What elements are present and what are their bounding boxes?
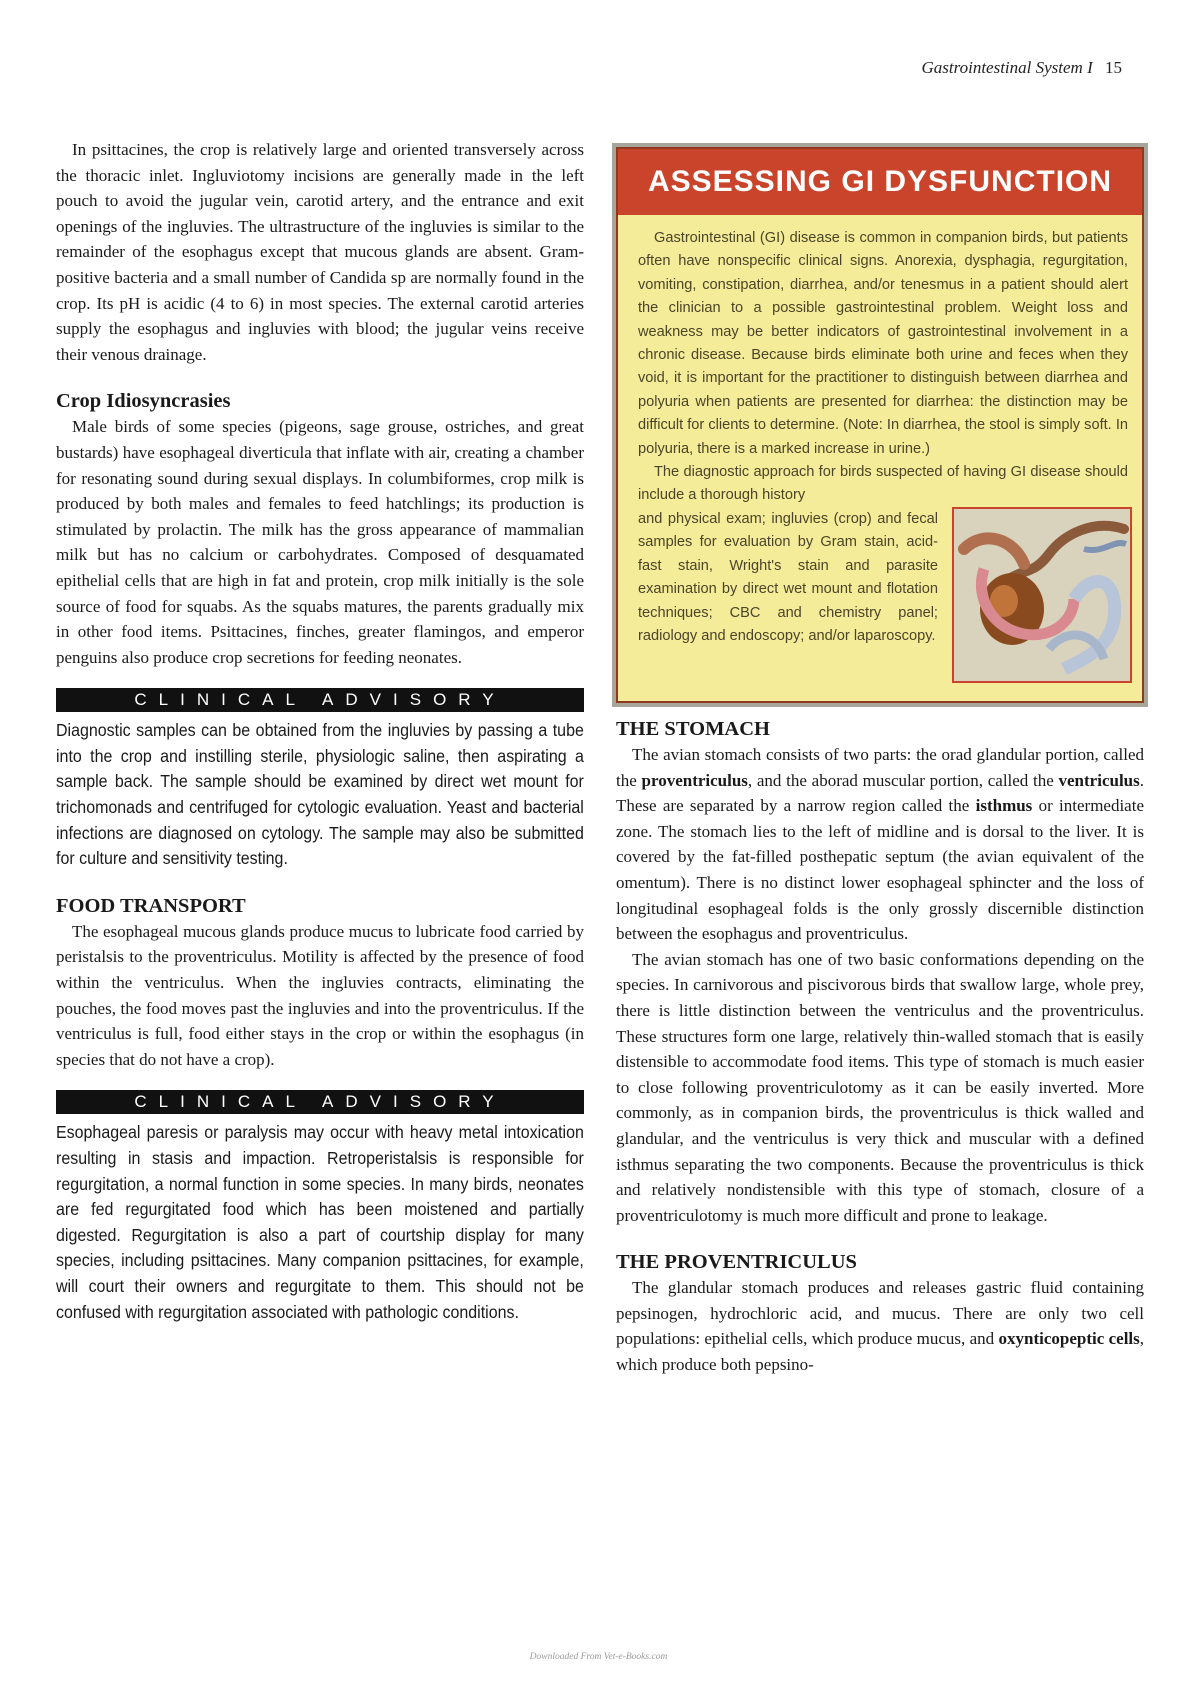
crop-paragraph: Male birds of some species (pigeons, sage grouse, ostriches, and great bustards) have esophageal diverticula that inflate with air, creating a chamber for resonating sound during sexual displays. In columbiformes, crop milk is produced by both males and females to feed hatchlings; its production is stimulated by prolactin. The milk has the gross appearance of mammalian milk but has no calcium or carbohydrates. Composed of desquamated epithelial cells that are high in fat and protein, crop milk initially is the sole source of food for squabs. As the squabs matures, the parents gradually mix in other food items. Psittacines, finches, greater flamingos, and emperor penguins also produce crop secretions for feeding neonates. bbox=[56, 417, 584, 667]
proventriculus-heading: THE PROVENTRICULUS bbox=[616, 1251, 857, 1274]
clinical-advisory-label: CLINICAL ADVISORY bbox=[56, 1090, 584, 1114]
gi-tract-illustration bbox=[952, 507, 1132, 683]
crop-heading: Crop Idiosyncrasies bbox=[56, 390, 231, 413]
running-head-title: Gastrointestinal System I bbox=[921, 58, 1093, 77]
food-transport-heading: FOOD TRANSPORT bbox=[56, 894, 246, 917]
proventriculus-paragraph: The glandular stomach produces and releases gastric fluid containing pepsinogen, hydrochloric acid, and mucus. There are only two cell populations: epithelial cells, which produce mucus, and oxynticopeptic cells, which produce both pepsino- bbox=[616, 1278, 1145, 1375]
stomach-paragraph: The avian stomach has one of two basic conformations depending on the species. In carnivorous and piscivorous birds that swallow large, whole prey, there is little distinction between the ventriculus and the proventriculus. These structures form one large, relatively thin-walled stomach that is easily distensible to accommodate food items. This type of stomach is much easier to close following proventriculotomy as it can be easily inverted. More commonly, as in companion birds, the proventriculus is thick walled and glandular, and the ventriculus is very thick and muscular with a defined isthmus separating the two components. Because the proventriculus is thick and relatively nondistensible with this type of stomach, closure of a proventriculotomy is much more difficult and prone to leakage. bbox=[616, 949, 1144, 1225]
sidebar-paragraph: Gastrointestinal (GI) disease is common in companion birds, but patients often have nonspecific clinical signs. Anorexia, dysphagia, regurgitation, vomiting, constipation, diarrhea, and/or tenesmus in a patient should alert the clinician to a possible gastrointestinal problem. Weight loss and weakness may be better indicators of gastrointestinal involvement in a chronic disease. Because birds eliminate both urine and feces when they void, it is important for the practitioner to distinguish between diarrhea and polyuria when patients are presented for diarrhea: the distinction may be difficult for clients to determine. (Note: In diarrhea, the stool is simply soft. In polyuria, there is a marked increase in urine.) bbox=[638, 230, 1128, 457]
left-column bbox=[56, 137, 584, 1325]
food-transport-paragraph: The esophageal mucous glands produce mucus to lubricate food carried by peristalsis to the proventriculus. Motility is affected by the presence of food within the ventriculus. When the ingluvies contracts, eliminating the pouches, the food moves past the ingluvies and into the proventriculus. If the ventriculus is full, food either stays in the crop or within the esophagus (in species that do not have a crop). bbox=[56, 921, 584, 1069]
bold-term: ventriculus bbox=[1058, 770, 1140, 790]
clinical-advisory-text: Diagnostic samples can be obtained from the ingluvies by passing a tube into the crop and instilling sterile, physiologic saline, then aspirating a sample back. The sample should be examined by direct wet mount for trichomonads and centrifuged for cytologic evaluation. Yeast and bacterial infections are diagnosed on cytology. The sample may also be submitted for culture and sensitivity testing. bbox=[56, 720, 584, 869]
sidebar-paragraph: The diagnostic approach for birds suspected of having GI disease should include a thorough history bbox=[638, 464, 1128, 504]
running-head bbox=[922, 58, 1123, 78]
clinical-advisory-label: CLINICAL ADVISORY bbox=[56, 688, 584, 712]
sidebar-paragraph: and physical exam; ingluvies (crop) and fecal samples for evaluation by Gram stain, acid-fast stain, Wright's stain and parasite examination by direct wet mount and flotation techniques; CBC and chemistry panel; radiology and endoscopy; and/or laparoscopy. bbox=[638, 510, 938, 644]
stomach-paragraph: The avian stomach consists of two parts: the orad glandular portion, called the proventriculus, and the aborad muscular portion, called the ventriculus. These are separated by a narrow region called the isthmus or intermediate zone. The stomach lies to the left of midline and is dorsal to the liver. It is covered by the fat-filled posthepatic septum (the avian equivalent of the omentum). There is no distinct lower esophageal sphincter and the loss of longitudinal esophageal folds is the only grossly discernible distinction between the esophagus and proventriculus. bbox=[616, 745, 1144, 944]
bold-term: oxynticopeptic cells bbox=[998, 1329, 1140, 1349]
stomach-heading: THE STOMACH bbox=[616, 718, 770, 740]
page-number: 15 bbox=[1105, 58, 1122, 77]
right-column bbox=[616, 717, 1144, 1378]
sidebar-title: ASSESSING GI DYSFUNCTION bbox=[618, 149, 1142, 215]
bold-term: isthmus bbox=[975, 796, 1033, 816]
watermark: Downloaded From Vet-e-Books.com bbox=[529, 1652, 668, 1662]
gi-tract-drawing bbox=[954, 509, 1130, 681]
bold-term: proventriculus bbox=[641, 770, 748, 790]
intro-paragraph: In psittacines, the crop is relatively large and oriented transversely across the thoracic inlet. Ingluviotomy incisions are generally made in the left pouch to avoid the jugular vein, carotid artery, and the entrance and exit openings of the ingluvies. The ultrastructure of the ingluvies is similar to the remainder of the esophagus except that mucous glands are absent. Gram-positive bacteria and a small number of Candida sp are normally found in the crop. Its pH is acidic (4 to 6) in most species. The external carotid arteries supply the esophagus and ingluvies with blood; the jugular veins receive their venous drainage. bbox=[56, 140, 584, 364]
clinical-advisory-text: Esophageal paresis or paralysis may occur with heavy metal intoxication resulting in stasis and impaction. Retroperistalsis is responsible for regurgitation, a normal function in some species. In many birds, neonates are fed regurgitated food which has been moistened and partially digested. Regurgitation is also a part of courtship display for many species, including psittacines. Many companion psittacines, for example, will court their owners and regurgitate to them. This should not be confused with regurgitation associated with pathologic conditions. bbox=[56, 1122, 584, 1322]
